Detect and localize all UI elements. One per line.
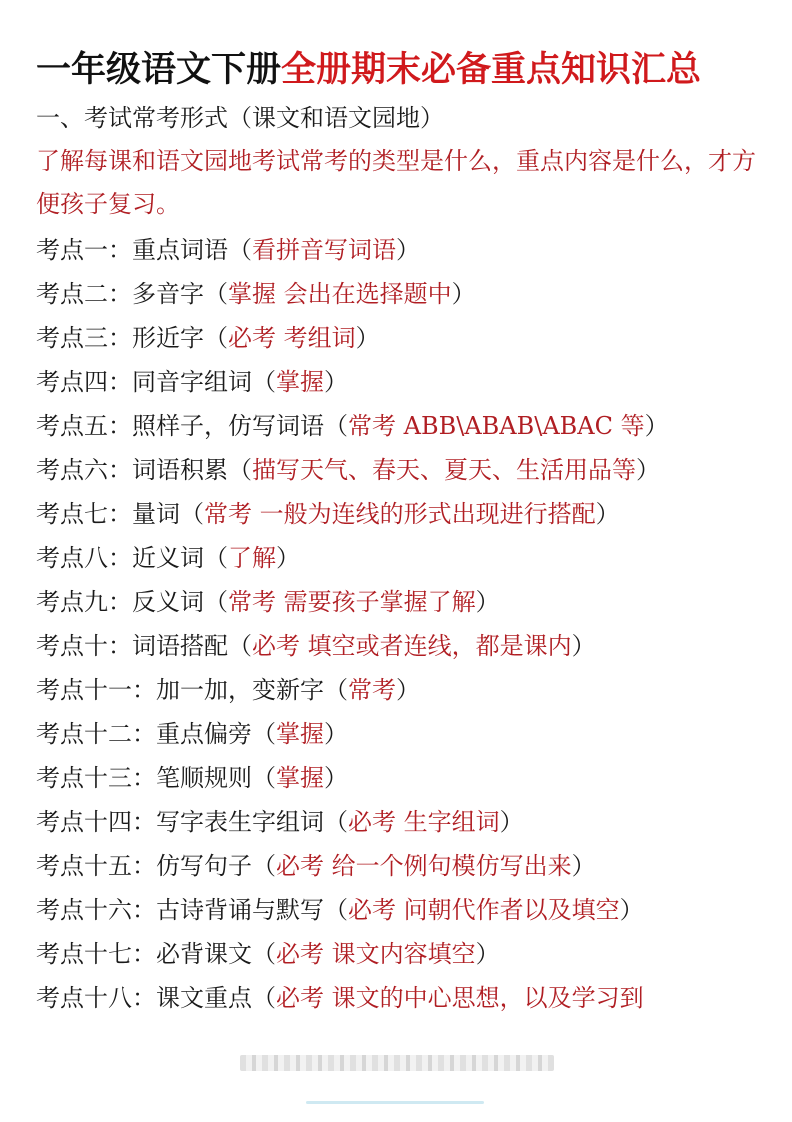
exam-point-label: 考点五： — [36, 412, 132, 440]
close-paren: ） — [324, 764, 348, 792]
exam-point-item — [36, 316, 776, 360]
open-paren: （ — [180, 500, 204, 528]
exam-point-note: 掌握 — [276, 720, 324, 748]
exam-point-item — [36, 800, 776, 844]
exam-point-label: 考点九： — [36, 588, 132, 616]
exam-point-item — [36, 404, 776, 448]
exam-point-label: 考点十四： — [36, 808, 156, 836]
exam-point-topic: 多音字 — [132, 280, 204, 308]
exam-point-topic: 词语搭配 — [132, 632, 228, 660]
exam-point-note: 必考 问朝代作者以及填空 — [348, 896, 620, 924]
exam-point-note: 常考 一般为连线的形式出现进行搭配 — [204, 500, 596, 528]
open-paren: （ — [252, 764, 276, 792]
exam-point-item — [36, 228, 776, 272]
exam-point-topic: 近义词 — [132, 544, 204, 572]
exam-point-item — [36, 844, 776, 888]
close-paren: ） — [499, 808, 524, 836]
exam-point-topic: 量词 — [132, 500, 180, 528]
exam-point-topic: 古诗背诵与默写 — [156, 896, 324, 924]
close-paren: ） — [396, 236, 420, 264]
close-paren: ） — [636, 456, 660, 484]
exam-point-label: 考点十二： — [36, 720, 156, 748]
exam-point-item — [36, 976, 776, 1020]
exam-point-topic: 加一加，变新字 — [156, 676, 324, 704]
open-paren: （ — [324, 808, 348, 836]
exam-point-note: 必考 课文的中心思想，以及学习到 — [276, 984, 644, 1012]
exam-point-note: 了解 — [228, 544, 276, 572]
open-paren: （ — [228, 456, 252, 484]
exam-points-list — [36, 228, 776, 1020]
exam-point-topic: 笔顺规则 — [156, 764, 252, 792]
title-topic: 全册期末必备重点知识汇总 — [281, 50, 702, 90]
divider-line — [306, 1101, 484, 1104]
exam-point-note: 描写天气、春天、夏天、生活用品等 — [252, 456, 636, 484]
exam-point-label: 考点十三： — [36, 764, 156, 792]
exam-point-note: 必考 给一个例句模仿写出来 — [276, 852, 572, 880]
close-paren: ） — [475, 940, 500, 968]
exam-point-note: 常考 — [348, 676, 396, 704]
close-paren: ） — [324, 720, 348, 748]
open-paren: （ — [324, 676, 348, 704]
open-paren: （ — [324, 412, 348, 440]
open-paren: （ — [252, 852, 276, 880]
exam-point-topic: 必背课文 — [156, 940, 252, 968]
exam-point-label: 考点十七： — [36, 940, 156, 968]
close-paren: ） — [276, 544, 300, 572]
exam-point-item — [36, 580, 776, 624]
exam-point-item — [36, 536, 776, 580]
open-paren: （ — [204, 588, 228, 616]
exam-point-label: 考点一： — [36, 236, 132, 264]
section-heading: 一、考试常考形式（课文和语文园地） — [36, 104, 444, 132]
open-paren: （ — [204, 280, 228, 308]
exam-point-label: 考点七： — [36, 500, 132, 528]
exam-point-item — [36, 712, 776, 756]
exam-point-topic: 仿写句子 — [156, 852, 252, 880]
exam-point-item — [36, 272, 776, 316]
close-paren: ） — [571, 632, 596, 660]
exam-point-topic: 反义词 — [132, 588, 204, 616]
exam-point-topic: 重点词语 — [132, 236, 228, 264]
exam-point-note: 掌握 — [276, 368, 324, 396]
close-paren: ） — [475, 588, 500, 616]
exam-point-label: 考点二： — [36, 280, 132, 308]
title-grade: 一年级语文下册 — [36, 50, 282, 90]
exam-point-label: 考点十： — [36, 632, 132, 660]
page-title — [36, 46, 766, 94]
close-paren: ） — [644, 412, 669, 440]
exam-point-note: 必考 生字组词 — [348, 808, 500, 836]
open-paren: （ — [204, 324, 228, 352]
exam-point-topic: 重点偏旁 — [156, 720, 252, 748]
exam-point-label: 考点三： — [36, 324, 132, 352]
exam-point-note: 掌握 — [276, 764, 324, 792]
open-paren: （ — [324, 896, 348, 924]
exam-point-item — [36, 756, 776, 800]
exam-point-item — [36, 360, 776, 404]
exam-point-topic: 形近字 — [132, 324, 204, 352]
open-paren: （ — [252, 940, 276, 968]
exam-point-note: 掌握 会出在选择题中 — [228, 280, 452, 308]
close-paren: ） — [355, 324, 380, 352]
open-paren: （ — [228, 236, 252, 264]
exam-point-label: 考点十一： — [36, 676, 156, 704]
exam-point-label: 考点十五： — [36, 852, 156, 880]
exam-point-topic: 课文重点 — [156, 984, 252, 1012]
open-paren: （ — [228, 632, 252, 660]
blurred-caption — [240, 1055, 554, 1071]
exam-point-topic: 写字表生字组词 — [156, 808, 324, 836]
close-paren: ） — [451, 280, 476, 308]
exam-point-note: 必考 考组词 — [228, 324, 356, 352]
open-paren: （ — [204, 544, 228, 572]
exam-point-item — [36, 932, 776, 976]
open-paren: （ — [252, 984, 276, 1012]
exam-point-note: 常考 需要孩子掌握了解 — [228, 588, 476, 616]
exam-point-topic: 同音字组词 — [132, 368, 252, 396]
exam-point-item — [36, 888, 776, 932]
exam-point-item — [36, 668, 776, 712]
exam-point-topic: 词语积累 — [132, 456, 228, 484]
close-paren: ） — [324, 368, 348, 396]
exam-point-label: 考点十八： — [36, 984, 156, 1012]
exam-point-note: 必考 填空或者连线，都是课内 — [252, 632, 572, 660]
open-paren: （ — [252, 720, 276, 748]
exam-point-note: 看拼音写词语 — [252, 236, 396, 264]
exam-point-item — [36, 492, 776, 536]
exam-point-note: 必考 课文内容填空 — [276, 940, 476, 968]
exam-point-topic: 照样子，仿写词语 — [132, 412, 324, 440]
exam-point-label: 考点十六： — [36, 896, 156, 924]
exam-point-note: 常考 ABB\ABAB\ABAC 等 — [348, 412, 645, 440]
intro-paragraph: 了解每课和语文园地考试常考的类型是什么，重点内容是什么，才方便孩子复习。 — [36, 147, 756, 218]
exam-point-label: 考点六： — [36, 456, 132, 484]
close-paren: ） — [571, 852, 596, 880]
exam-point-label: 考点四： — [36, 368, 132, 396]
exam-point-item — [36, 448, 776, 492]
exam-point-item — [36, 624, 776, 668]
close-paren: ） — [396, 676, 420, 704]
close-paren: ） — [595, 500, 620, 528]
exam-point-label: 考点八： — [36, 544, 132, 572]
close-paren: ） — [619, 896, 644, 924]
open-paren: （ — [252, 368, 276, 396]
